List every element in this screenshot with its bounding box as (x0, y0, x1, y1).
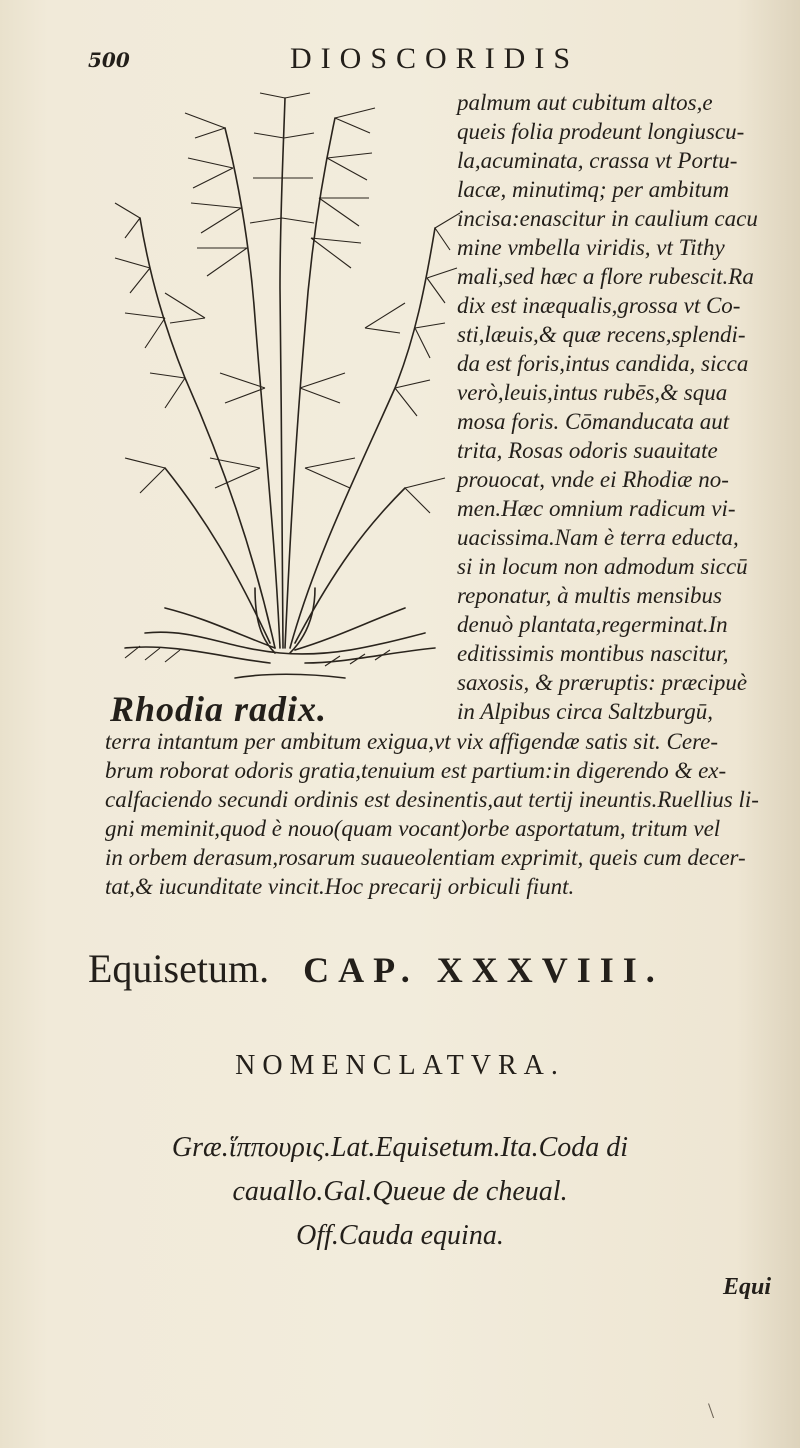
text-line: la,acuminata, crassa vt Portu- (457, 148, 738, 173)
text-line: prouocat, vnde ei Rhodiæ no- (457, 467, 729, 492)
text-line: queis folia prodeunt longiuscu- (457, 119, 745, 144)
text-line: in Alpibus circa Saltzburgū, (457, 699, 713, 724)
text-line: incisa:enascitur in caulium cacu (457, 206, 758, 231)
text-line: reponatur, à multis mensibus (457, 583, 722, 608)
text-line: denuò plantata,regerminat.In (457, 612, 728, 637)
ink-mark: \ (708, 1398, 715, 1423)
text-line: gni meminit,quod è nouo(quam vocant)orbe asportatum, tritum vel (105, 816, 721, 841)
running-head: DIOSCORIDIS (290, 42, 580, 75)
text-line: brum roborat odoris gratia,tenuium est partium:in digerendo & ex- (105, 758, 727, 783)
chapter-title: Equisetum. (88, 946, 270, 991)
text-line: terra intantum per ambitum exigua,vt vix affigendæ satis sit. Cere- (105, 729, 719, 754)
text-block-full-width (105, 727, 795, 901)
page-number: 500 (88, 48, 130, 72)
text-line: da est foris,intus candida, sicca (457, 351, 749, 376)
text-line: tat,& iucunditate vincit.Hoc precarij orbiculi fiunt. (105, 874, 575, 899)
text-line: si in locum non admodum siccū (457, 554, 748, 579)
text-line: sti,læuis,& quæ recens,splendi- (457, 322, 746, 347)
rhodia-root-woodcut (105, 88, 460, 688)
plant-illustration (105, 88, 460, 688)
text-column (457, 88, 792, 726)
chapter-number: CAP. XXXVIII. (303, 950, 664, 990)
synonyms-block (0, 1126, 800, 1258)
text-line: mali,sed hæc a flore rubescit.Ra (457, 264, 754, 289)
text-line: men.Hæc omnium radicum vi- (457, 496, 736, 521)
text-line: mosa foris. Cōmanducata aut (457, 409, 730, 434)
text-line: dix est inæqualis,grossa vt Co- (457, 293, 741, 318)
catchword: Equi (723, 1274, 772, 1300)
section-heading: NOMENCLATVRA. (235, 1050, 565, 1081)
synonym-line: Græ.ἵππουρις.Lat.Equisetum.Ita.Coda di (171, 1132, 629, 1163)
text-line: editissimis montibus nascitur, (457, 641, 729, 666)
text-line: mine vmbella viridis, vt Tithy (457, 235, 725, 260)
text-line: saxosis, & præruptis: præcipuè (457, 670, 748, 695)
text-line: calfaciendo secundi ordinis est desinentis,aut tertij ineuntis.Ruellius li- (105, 787, 759, 812)
text-line: trita, Rosas odoris suauitate (457, 438, 718, 463)
page-header (0, 42, 800, 82)
figure-caption: Rhodia radix. (110, 689, 328, 729)
text-line: uacissima.Nam è terra educta, (457, 525, 739, 550)
text-line: verò,leuis,intus rubēs,& squa (457, 380, 728, 405)
synonym-line: Off.Cauda equina. (296, 1220, 504, 1251)
text-line: palmum aut cubitum altos,e (457, 90, 713, 115)
synonym-line: cauallo.Gal.Queue de cheual. (232, 1176, 568, 1207)
text-line: in orbem derasum,rosarum suaueolentiam exprimit, queis cum decer- (105, 845, 746, 870)
text-line: lacæ, minutimq; per ambitum (457, 177, 730, 202)
chapter-heading (88, 945, 788, 992)
